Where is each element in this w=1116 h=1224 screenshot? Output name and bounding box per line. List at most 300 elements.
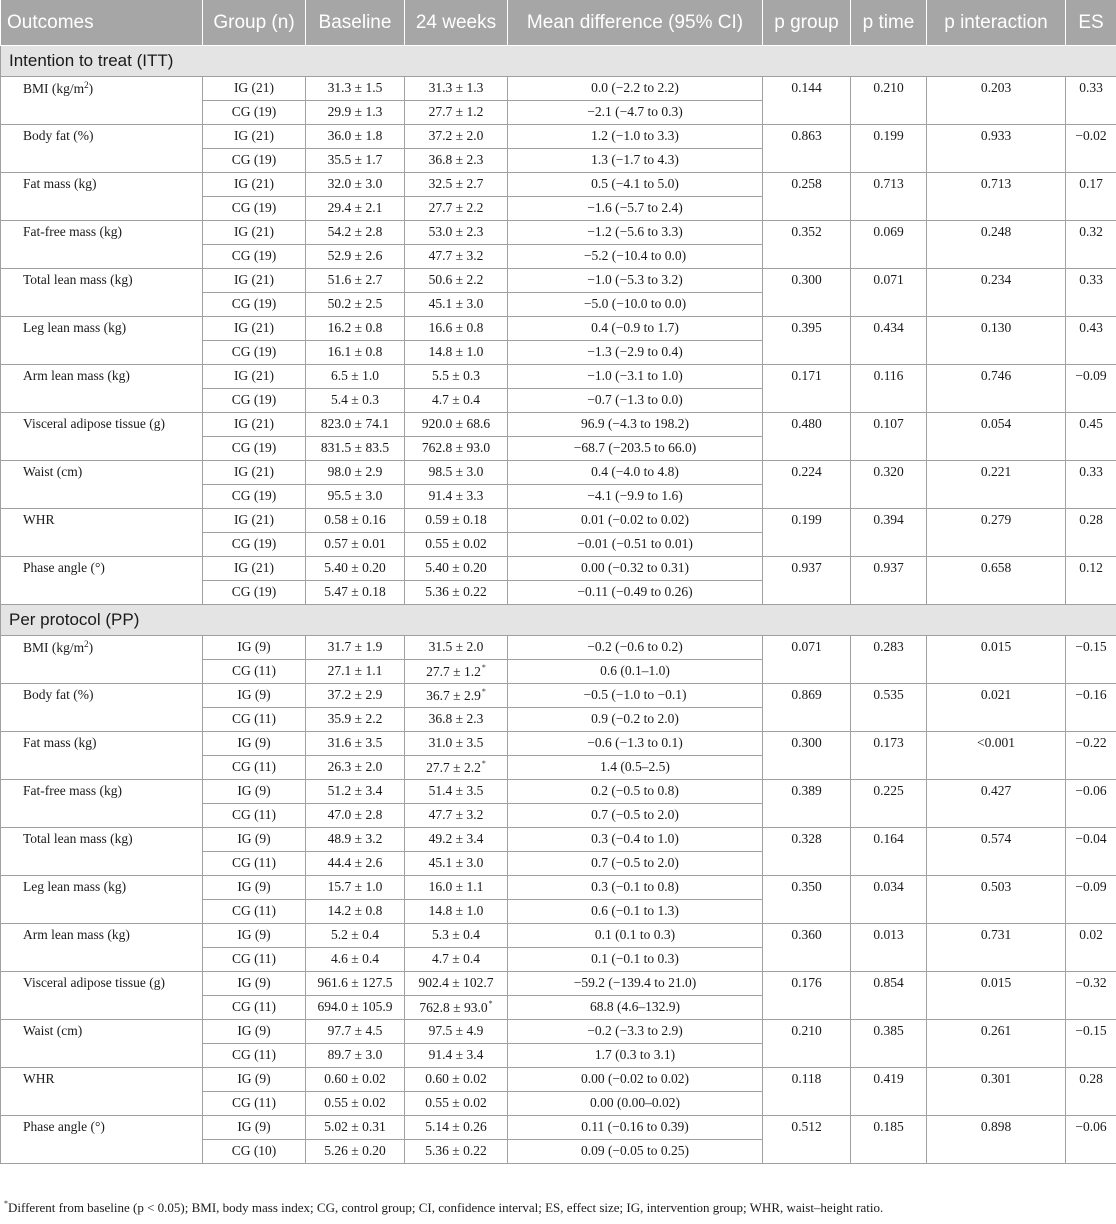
- baseline-cell: 5.02 ± 0.31: [306, 1116, 405, 1140]
- p-interaction-cell: 0.574: [927, 828, 1066, 876]
- p-group-cell: 0.350: [763, 876, 851, 924]
- p-group-cell: 0.937: [763, 557, 851, 605]
- p-time-cell: 0.225: [851, 780, 927, 828]
- mean-difference-cell: 0.7 (−0.5 to 2.0): [508, 804, 763, 828]
- header-outcomes: Outcomes: [1, 0, 203, 46]
- group-cell: IG (9): [203, 1020, 306, 1044]
- week24-value: 5.14 ± 0.26: [425, 1119, 487, 1134]
- week24-value: 91.4 ± 3.3: [428, 488, 484, 503]
- week24-value: 4.7 ± 0.4: [432, 392, 480, 407]
- baseline-cell: 54.2 ± 2.8: [306, 221, 405, 245]
- significance-star: *: [481, 663, 486, 672]
- week24-cell: [405, 437, 508, 461]
- p-group-cell: 0.118: [763, 1068, 851, 1116]
- baseline-cell: 14.2 ± 0.8: [306, 900, 405, 924]
- mean-difference-cell: −0.01 (−0.51 to 0.01): [508, 533, 763, 557]
- p-interaction-cell: 0.301: [927, 1068, 1066, 1116]
- baseline-cell: 16.1 ± 0.8: [306, 341, 405, 365]
- footnote-text: Different from baseline (p < 0.05); BMI, body mass index; CG, control group; CI, confidence interval; ES, effect size; IG, intervention group; WHR, waist–height ratio.: [8, 1200, 884, 1215]
- week24-cell: [405, 708, 508, 732]
- outcome-name: [1, 365, 203, 413]
- p-group-cell: 0.300: [763, 269, 851, 317]
- p-group-cell: 0.171: [763, 365, 851, 413]
- week24-cell: [405, 269, 508, 293]
- week24-cell: [405, 221, 508, 245]
- es-cell: 0.02: [1066, 924, 1116, 972]
- outcome-name: [1, 173, 203, 221]
- mean-difference-cell: 0.09 (−0.05 to 0.25): [508, 1140, 763, 1164]
- week24-cell: [405, 636, 508, 660]
- es-cell: 0.12: [1066, 557, 1116, 605]
- p-group-cell: 0.328: [763, 828, 851, 876]
- es-cell: 0.17: [1066, 173, 1116, 221]
- week24-value: 31.3 ± 1.3: [428, 80, 484, 95]
- week24-value: 51.4 ± 3.5: [428, 783, 484, 798]
- group-cell: CG (19): [203, 149, 306, 173]
- baseline-cell: 29.4 ± 2.1: [306, 197, 405, 221]
- week24-cell: [405, 557, 508, 581]
- week24-value: 47.7 ± 3.2: [428, 248, 484, 263]
- p-interaction-cell: 0.731: [927, 924, 1066, 972]
- table-row: [1, 972, 1116, 996]
- week24-cell: [405, 509, 508, 533]
- mean-difference-cell: 0.2 (−0.5 to 0.8): [508, 780, 763, 804]
- mean-difference-cell: 0.4 (−4.0 to 4.8): [508, 461, 763, 485]
- mean-difference-cell: −0.5 (−1.0 to −0.1): [508, 684, 763, 708]
- header-row: [1, 0, 1116, 46]
- p-interaction-cell: 0.234: [927, 269, 1066, 317]
- week24-value: 53.0 ± 2.3: [428, 224, 484, 239]
- outcome-name-text: WHR: [23, 512, 55, 527]
- p-time-cell: 0.385: [851, 1020, 927, 1068]
- group-cell: IG (21): [203, 413, 306, 437]
- week24-cell: [405, 876, 508, 900]
- week24-cell: [405, 77, 508, 101]
- p-time-cell: 0.713: [851, 173, 927, 221]
- outcome-name: [1, 413, 203, 461]
- outcome-name: [1, 924, 203, 972]
- baseline-cell: 5.47 ± 0.18: [306, 581, 405, 605]
- outcome-name-text: Waist (cm): [23, 464, 83, 479]
- header-p-time: p time: [851, 0, 927, 46]
- group-cell: CG (19): [203, 341, 306, 365]
- group-cell: IG (9): [203, 924, 306, 948]
- es-cell: −0.32: [1066, 972, 1116, 1020]
- p-time-cell: 0.013: [851, 924, 927, 972]
- significance-star: *: [481, 687, 486, 696]
- week24-cell: [405, 756, 508, 780]
- outcome-name-text: BMI (kg/m: [23, 640, 85, 655]
- week24-cell: [405, 413, 508, 437]
- group-cell: CG (11): [203, 804, 306, 828]
- group-cell: IG (21): [203, 173, 306, 197]
- mean-difference-cell: −0.6 (−1.3 to 0.1): [508, 732, 763, 756]
- outcome-name: [1, 221, 203, 269]
- group-cell: CG (19): [203, 389, 306, 413]
- p-interaction-cell: 0.130: [927, 317, 1066, 365]
- week24-value: 5.36 ± 0.22: [425, 1143, 487, 1158]
- week24-value: 5.3 ± 0.4: [432, 927, 480, 942]
- es-cell: −0.06: [1066, 1116, 1116, 1164]
- baseline-cell: 26.3 ± 2.0: [306, 756, 405, 780]
- header-group: Group (n): [203, 0, 306, 46]
- baseline-cell: 35.5 ± 1.7: [306, 149, 405, 173]
- p-group-cell: 0.199: [763, 509, 851, 557]
- outcome-name: [1, 317, 203, 365]
- mean-difference-cell: −1.3 (−2.9 to 0.4): [508, 341, 763, 365]
- baseline-cell: 36.0 ± 1.8: [306, 125, 405, 149]
- outcome-name-text: Body fat (%): [23, 128, 94, 143]
- table-row: [1, 780, 1116, 804]
- mean-difference-cell: 0.1 (−0.1 to 0.3): [508, 948, 763, 972]
- week24-value: 16.0 ± 1.1: [428, 879, 484, 894]
- group-cell: CG (11): [203, 708, 306, 732]
- p-interaction-cell: 0.021: [927, 684, 1066, 732]
- baseline-cell: 823.0 ± 74.1: [306, 413, 405, 437]
- p-time-cell: 0.034: [851, 876, 927, 924]
- mean-difference-cell: 0.5 (−4.1 to 5.0): [508, 173, 763, 197]
- table-row: [1, 828, 1116, 852]
- outcome-name: [1, 77, 203, 125]
- week24-cell: [405, 804, 508, 828]
- week24-cell: [405, 684, 508, 708]
- week24-cell: [405, 293, 508, 317]
- p-group-cell: 0.389: [763, 780, 851, 828]
- group-cell: CG (11): [203, 996, 306, 1020]
- week24-value: 5.40 ± 0.20: [425, 560, 487, 575]
- baseline-cell: 47.0 ± 2.8: [306, 804, 405, 828]
- header-p-interaction: p interaction: [927, 0, 1066, 46]
- outcome-name-text: Fat-free mass (kg): [23, 783, 122, 798]
- mean-difference-cell: 0.7 (−0.5 to 2.0): [508, 852, 763, 876]
- mean-difference-cell: −0.7 (−1.3 to 0.0): [508, 389, 763, 413]
- week24-value: 14.8 ± 1.0: [428, 344, 484, 359]
- baseline-cell: 0.58 ± 0.16: [306, 509, 405, 533]
- outcome-name-text: WHR: [23, 1071, 55, 1086]
- group-cell: CG (11): [203, 948, 306, 972]
- mean-difference-cell: −5.0 (−10.0 to 0.0): [508, 293, 763, 317]
- table-row: [1, 413, 1116, 437]
- p-time-cell: 0.199: [851, 125, 927, 173]
- p-interaction-cell: 0.933: [927, 125, 1066, 173]
- week24-value: 36.8 ± 2.3: [428, 711, 484, 726]
- p-interaction-cell: 0.248: [927, 221, 1066, 269]
- mean-difference-cell: −59.2 (−139.4 to 21.0): [508, 972, 763, 996]
- table-row: [1, 732, 1116, 756]
- week24-cell: [405, 365, 508, 389]
- baseline-cell: 5.26 ± 0.20: [306, 1140, 405, 1164]
- outcome-name-text: Phase angle (°): [23, 560, 105, 575]
- table-row: [1, 461, 1116, 485]
- p-interaction-cell: 0.054: [927, 413, 1066, 461]
- p-interaction-cell: 0.898: [927, 1116, 1066, 1164]
- p-time-cell: 0.854: [851, 972, 927, 1020]
- baseline-cell: 5.40 ± 0.20: [306, 557, 405, 581]
- mean-difference-cell: 0.1 (0.1 to 0.3): [508, 924, 763, 948]
- week24-value: 4.7 ± 0.4: [432, 951, 480, 966]
- mean-difference-cell: 1.3 (−1.7 to 4.3): [508, 149, 763, 173]
- baseline-cell: 0.60 ± 0.02: [306, 1068, 405, 1092]
- week24-cell: [405, 533, 508, 557]
- week24-value: 36.8 ± 2.3: [428, 152, 484, 167]
- baseline-cell: 5.2 ± 0.4: [306, 924, 405, 948]
- outcome-name: [1, 1068, 203, 1116]
- p-group-cell: 0.863: [763, 125, 851, 173]
- week24-cell: [405, 1044, 508, 1068]
- es-cell: −0.02: [1066, 125, 1116, 173]
- week24-value: 902.4 ± 102.7: [418, 975, 494, 990]
- week24-value: 47.7 ± 3.2: [428, 807, 484, 822]
- es-cell: −0.22: [1066, 732, 1116, 780]
- mean-difference-cell: 0.6 (0.1–1.0): [508, 660, 763, 684]
- outcome-name-text: Fat mass (kg): [23, 735, 97, 750]
- outcome-name: [1, 684, 203, 732]
- mean-difference-cell: 1.7 (0.3 to 3.1): [508, 1044, 763, 1068]
- p-interaction-cell: 0.713: [927, 173, 1066, 221]
- outcome-name: [1, 269, 203, 317]
- p-group-cell: 0.512: [763, 1116, 851, 1164]
- table-row: [1, 317, 1116, 341]
- group-cell: CG (11): [203, 852, 306, 876]
- baseline-cell: 32.0 ± 3.0: [306, 173, 405, 197]
- p-time-cell: 0.937: [851, 557, 927, 605]
- week24-value: 920.0 ± 68.6: [421, 416, 491, 431]
- p-time-cell: 0.071: [851, 269, 927, 317]
- baseline-cell: 31.7 ± 1.9: [306, 636, 405, 660]
- outcome-name-text: Total lean mass (kg): [23, 831, 133, 846]
- table-footnote: [4, 1199, 1112, 1216]
- significance-star: *: [481, 759, 486, 768]
- group-cell: CG (19): [203, 101, 306, 125]
- week24-value: 49.2 ± 3.4: [428, 831, 484, 846]
- week24-value: 762.8 ± 93.0: [421, 440, 491, 455]
- outcome-name: [1, 780, 203, 828]
- significance-star: *: [488, 999, 493, 1008]
- group-cell: IG (9): [203, 780, 306, 804]
- p-group-cell: 0.300: [763, 732, 851, 780]
- p-time-cell: 0.164: [851, 828, 927, 876]
- mean-difference-cell: 0.01 (−0.02 to 0.02): [508, 509, 763, 533]
- table-row: [1, 636, 1116, 660]
- group-cell: IG (21): [203, 365, 306, 389]
- group-cell: IG (21): [203, 557, 306, 581]
- week24-cell: [405, 924, 508, 948]
- week24-cell: [405, 732, 508, 756]
- section-title: Intention to treat (ITT): [1, 46, 1116, 77]
- table-row: [1, 876, 1116, 900]
- group-cell: IG (9): [203, 732, 306, 756]
- baseline-cell: 51.2 ± 3.4: [306, 780, 405, 804]
- week24-value: 31.5 ± 2.0: [428, 639, 484, 654]
- mean-difference-cell: 0.9 (−0.2 to 2.0): [508, 708, 763, 732]
- group-cell: IG (21): [203, 77, 306, 101]
- baseline-cell: 50.2 ± 2.5: [306, 293, 405, 317]
- week24-cell: [405, 1020, 508, 1044]
- week24-value: 32.5 ± 2.7: [428, 176, 484, 191]
- group-cell: CG (11): [203, 1092, 306, 1116]
- p-interaction-cell: 0.015: [927, 972, 1066, 1020]
- mean-difference-cell: 0.00 (−0.02 to 0.02): [508, 1068, 763, 1092]
- week24-cell: [405, 900, 508, 924]
- mean-difference-cell: 68.8 (4.6–132.9): [508, 996, 763, 1020]
- outcome-name: [1, 125, 203, 173]
- baseline-cell: 831.5 ± 83.5: [306, 437, 405, 461]
- p-group-cell: 0.258: [763, 173, 851, 221]
- table-row: [1, 77, 1116, 101]
- p-group-cell: 0.224: [763, 461, 851, 509]
- outcome-name-superscript: 2: [84, 80, 89, 90]
- group-cell: IG (21): [203, 221, 306, 245]
- p-time-cell: 0.210: [851, 77, 927, 125]
- outcome-name: [1, 461, 203, 509]
- week24-cell: [405, 125, 508, 149]
- week24-cell: [405, 660, 508, 684]
- week24-cell: [405, 197, 508, 221]
- baseline-cell: 35.9 ± 2.2: [306, 708, 405, 732]
- mean-difference-cell: 0.3 (−0.4 to 1.0): [508, 828, 763, 852]
- week24-cell: [405, 341, 508, 365]
- mean-difference-cell: −0.11 (−0.49 to 0.26): [508, 581, 763, 605]
- outcome-name-text: Body fat (%): [23, 687, 94, 702]
- outcome-name-text: Waist (cm): [23, 1023, 83, 1038]
- mean-difference-cell: 1.4 (0.5–2.5): [508, 756, 763, 780]
- week24-value: 0.55 ± 0.02: [425, 536, 487, 551]
- mean-difference-cell: 0.00 (−0.32 to 0.31): [508, 557, 763, 581]
- group-cell: IG (9): [203, 876, 306, 900]
- week24-cell: [405, 245, 508, 269]
- week24-cell: [405, 149, 508, 173]
- baseline-cell: 31.6 ± 3.5: [306, 732, 405, 756]
- outcome-name: [1, 972, 203, 1020]
- baseline-cell: 6.5 ± 1.0: [306, 365, 405, 389]
- week24-cell: [405, 461, 508, 485]
- week24-value: 98.5 ± 3.0: [428, 464, 484, 479]
- group-cell: IG (9): [203, 972, 306, 996]
- baseline-cell: 0.57 ± 0.01: [306, 533, 405, 557]
- mean-difference-cell: 0.0 (−2.2 to 2.2): [508, 77, 763, 101]
- p-group-cell: 0.869: [763, 684, 851, 732]
- week24-value: 0.60 ± 0.02: [425, 1071, 487, 1086]
- outcome-name-text: Arm lean mass (kg): [23, 927, 130, 942]
- mean-difference-cell: 0.6 (−0.1 to 1.3): [508, 900, 763, 924]
- baseline-cell: 52.9 ± 2.6: [306, 245, 405, 269]
- group-cell: IG (9): [203, 828, 306, 852]
- group-cell: IG (21): [203, 125, 306, 149]
- baseline-cell: 27.1 ± 1.1: [306, 660, 405, 684]
- table-row: [1, 221, 1116, 245]
- mean-difference-cell: 0.3 (−0.1 to 0.8): [508, 876, 763, 900]
- week24-value: 50.6 ± 2.2: [428, 272, 484, 287]
- baseline-cell: 98.0 ± 2.9: [306, 461, 405, 485]
- p-time-cell: 0.283: [851, 636, 927, 684]
- mean-difference-cell: 96.9 (−4.3 to 198.2): [508, 413, 763, 437]
- mean-difference-cell: 0.11 (−0.16 to 0.39): [508, 1116, 763, 1140]
- mean-difference-cell: −0.2 (−3.3 to 2.9): [508, 1020, 763, 1044]
- week24-value: 0.55 ± 0.02: [425, 1095, 487, 1110]
- p-time-cell: 0.107: [851, 413, 927, 461]
- group-cell: IG (21): [203, 509, 306, 533]
- group-cell: CG (11): [203, 660, 306, 684]
- group-cell: CG (10): [203, 1140, 306, 1164]
- outcome-name: [1, 509, 203, 557]
- outcome-name-end: ): [88, 640, 94, 655]
- es-cell: 0.33: [1066, 461, 1116, 509]
- section-row: [1, 46, 1116, 77]
- p-interaction-cell: 0.658: [927, 557, 1066, 605]
- week24-value: 762.8 ± 93.0: [419, 1000, 488, 1015]
- mean-difference-cell: 1.2 (−1.0 to 3.3): [508, 125, 763, 149]
- section-title: Per protocol (PP): [1, 605, 1116, 636]
- outcome-name: [1, 732, 203, 780]
- p-time-cell: 0.535: [851, 684, 927, 732]
- p-interaction-cell: 0.279: [927, 509, 1066, 557]
- header-mean-difference: Mean difference (95% CI): [508, 0, 763, 46]
- header-p-group: p group: [763, 0, 851, 46]
- week24-cell: [405, 1092, 508, 1116]
- baseline-cell: 961.6 ± 127.5: [306, 972, 405, 996]
- p-group-cell: 0.352: [763, 221, 851, 269]
- p-interaction-cell: 0.503: [927, 876, 1066, 924]
- week24-cell: [405, 173, 508, 197]
- mean-difference-cell: −1.6 (−5.7 to 2.4): [508, 197, 763, 221]
- p-time-cell: 0.320: [851, 461, 927, 509]
- mean-difference-cell: 0.00 (0.00–0.02): [508, 1092, 763, 1116]
- mean-difference-cell: 0.4 (−0.9 to 1.7): [508, 317, 763, 341]
- outcome-name: [1, 557, 203, 605]
- es-cell: 0.43: [1066, 317, 1116, 365]
- week24-value: 14.8 ± 1.0: [428, 903, 484, 918]
- mean-difference-cell: −2.1 (−4.7 to 0.3): [508, 101, 763, 125]
- p-time-cell: 0.116: [851, 365, 927, 413]
- mean-difference-cell: −1.0 (−5.3 to 3.2): [508, 269, 763, 293]
- outcome-name-text: Visceral adipose tissue (g): [23, 975, 166, 990]
- outcome-name-end: ): [88, 81, 94, 96]
- table-row: [1, 365, 1116, 389]
- es-cell: −0.15: [1066, 1020, 1116, 1068]
- group-cell: CG (19): [203, 245, 306, 269]
- p-interaction-cell: 0.015: [927, 636, 1066, 684]
- baseline-cell: 29.9 ± 1.3: [306, 101, 405, 125]
- group-cell: IG (21): [203, 269, 306, 293]
- week24-cell: [405, 1068, 508, 1092]
- p-group-cell: 0.176: [763, 972, 851, 1020]
- table-row: [1, 509, 1116, 533]
- p-time-cell: 0.394: [851, 509, 927, 557]
- p-interaction-cell: 0.203: [927, 77, 1066, 125]
- outcome-name: [1, 636, 203, 684]
- footnote-star: *: [4, 1199, 8, 1208]
- group-cell: CG (19): [203, 437, 306, 461]
- es-cell: 0.45: [1066, 413, 1116, 461]
- p-time-cell: 0.069: [851, 221, 927, 269]
- baseline-cell: 0.55 ± 0.02: [306, 1092, 405, 1116]
- mean-difference-cell: −1.2 (−5.6 to 3.3): [508, 221, 763, 245]
- p-interaction-cell: 0.261: [927, 1020, 1066, 1068]
- outcome-name: [1, 876, 203, 924]
- p-interaction-cell: 0.427: [927, 780, 1066, 828]
- group-cell: CG (19): [203, 293, 306, 317]
- outcome-name-text: Leg lean mass (kg): [23, 879, 127, 894]
- week24-value: 36.7 ± 2.9: [426, 688, 481, 703]
- outcome-name-superscript: 2: [84, 639, 89, 649]
- week24-value: 91.4 ± 3.4: [428, 1047, 484, 1062]
- table-row: [1, 173, 1116, 197]
- week24-value: 27.7 ± 1.2: [428, 104, 484, 119]
- table-row: [1, 125, 1116, 149]
- week24-value: 97.5 ± 4.9: [428, 1023, 484, 1038]
- es-cell: −0.16: [1066, 684, 1116, 732]
- week24-value: 45.1 ± 3.0: [428, 855, 484, 870]
